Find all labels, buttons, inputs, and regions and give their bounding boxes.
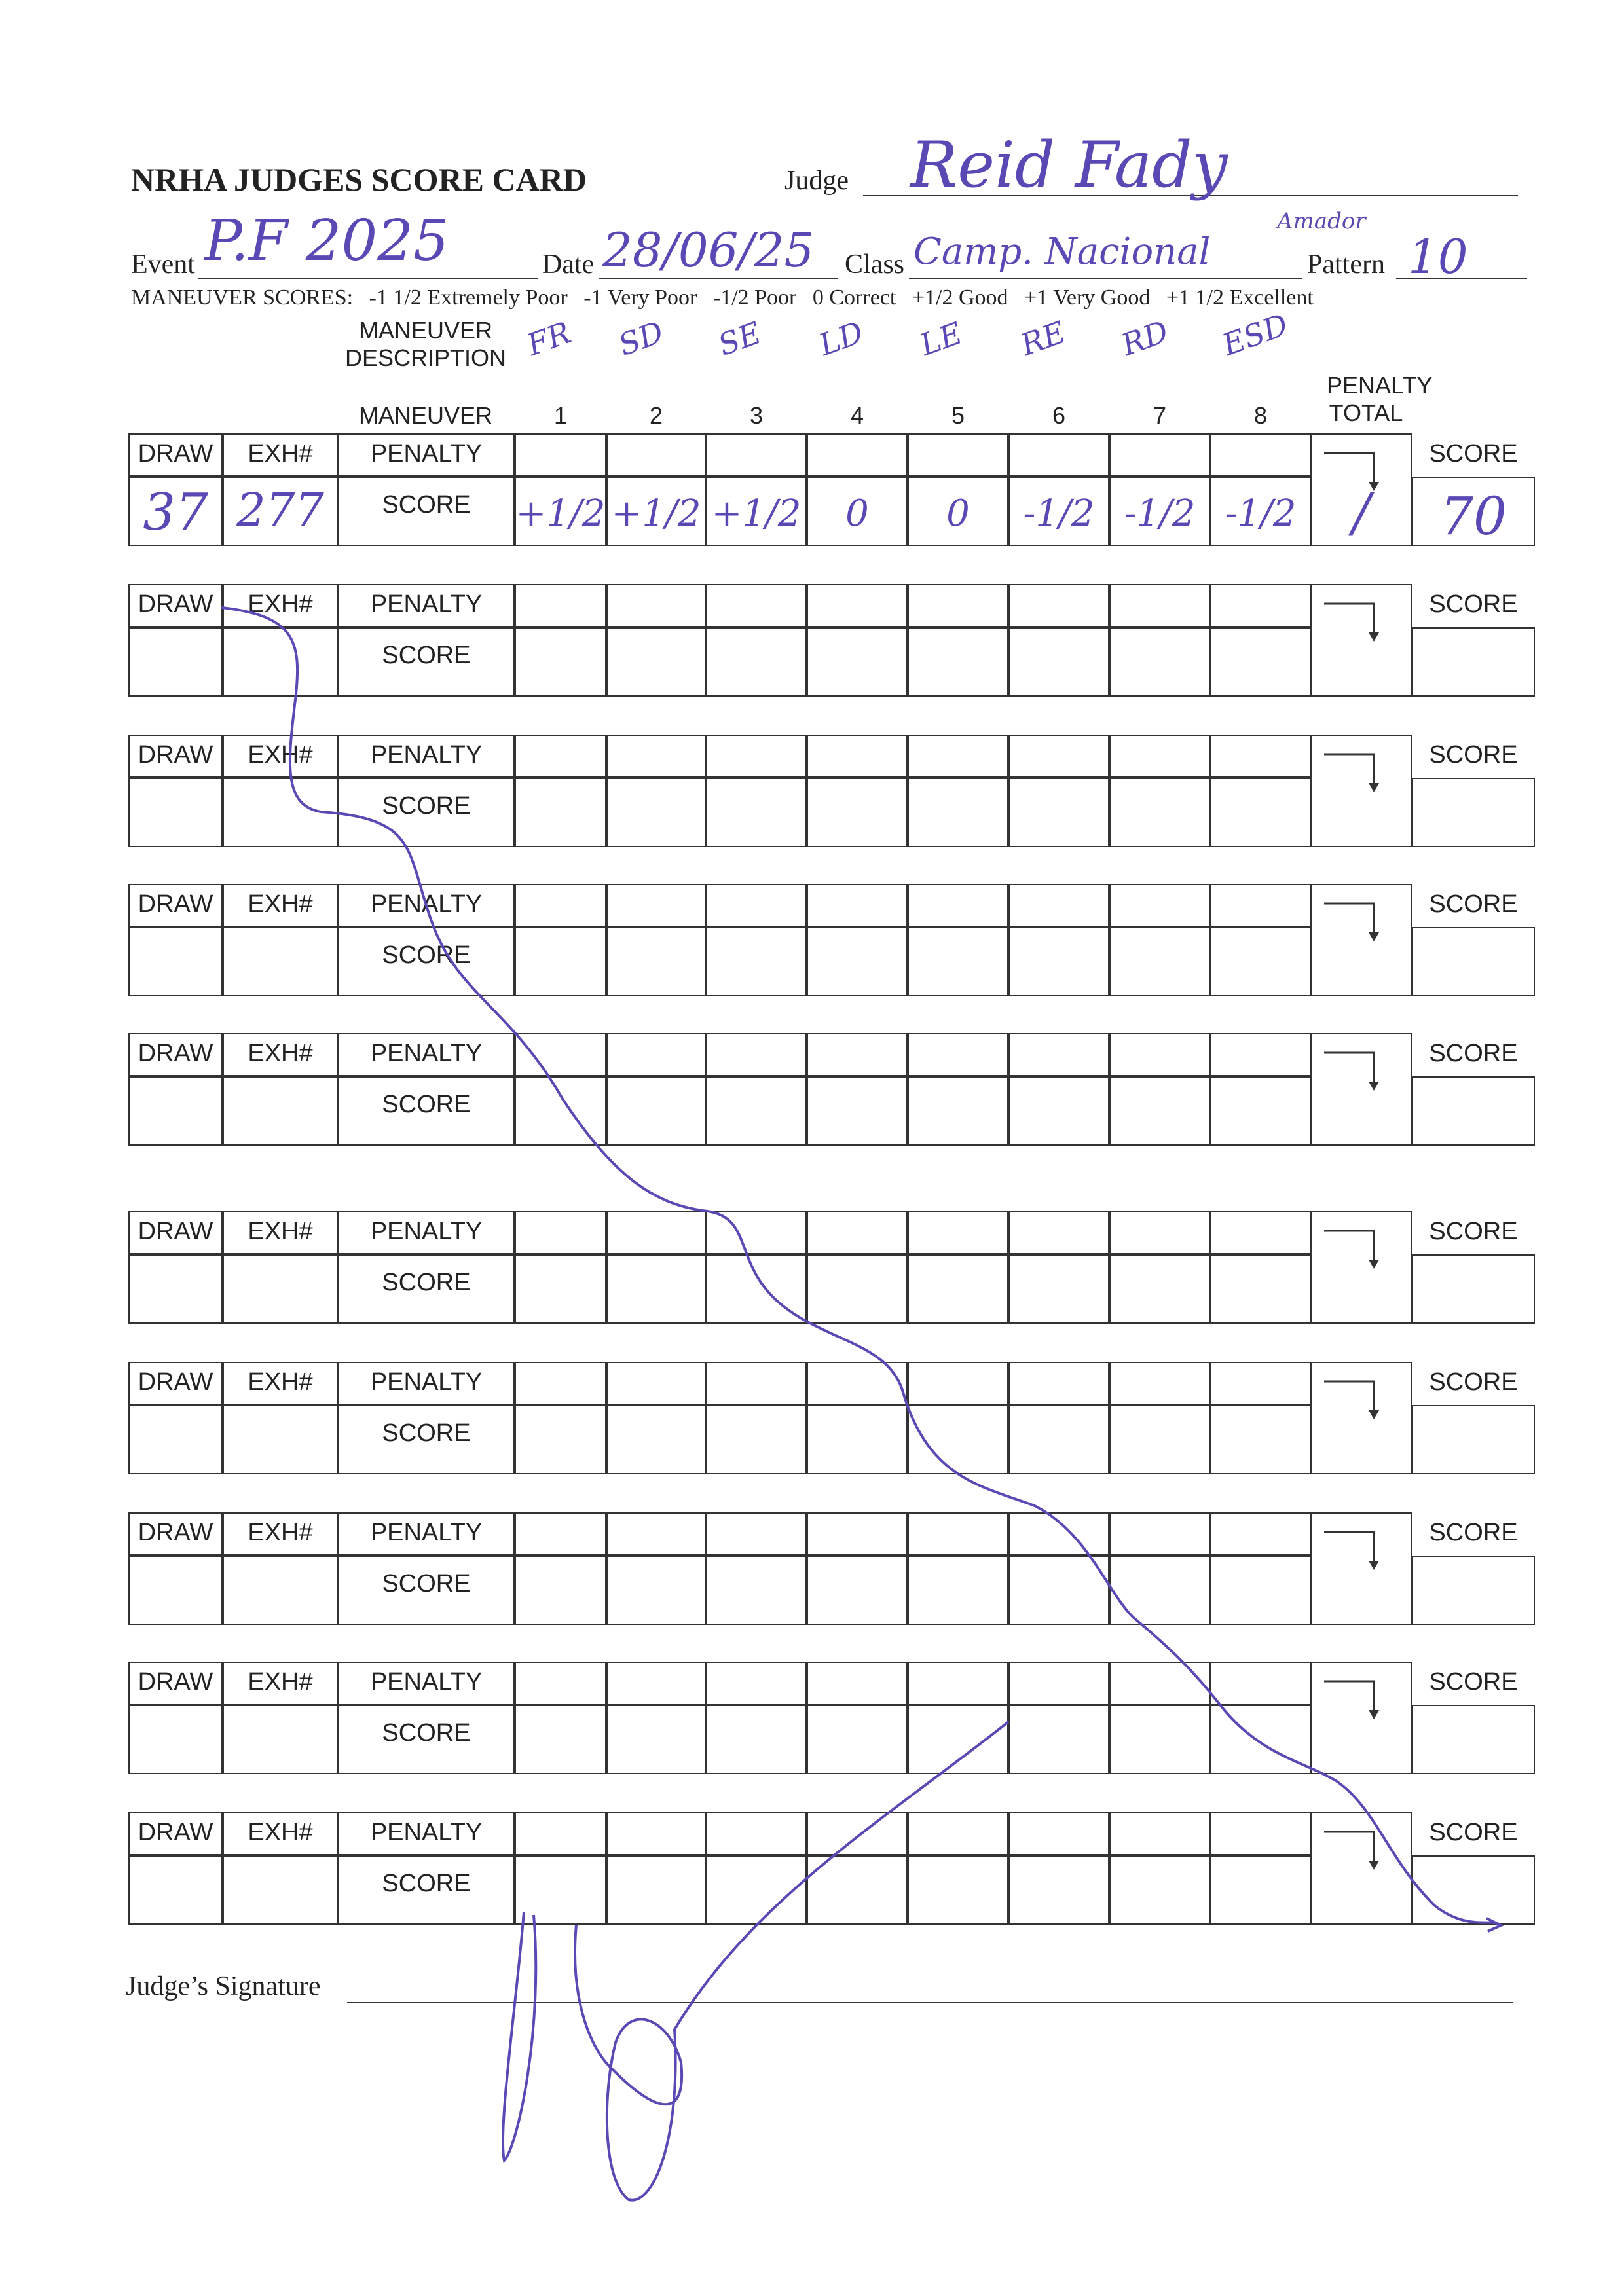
exh-label: EXH# [248, 741, 313, 769]
exh-label: EXH# [248, 591, 313, 618]
score-label: SCORE [382, 1419, 471, 1447]
draw-label: DRAW [138, 1218, 213, 1245]
draw-label: DRAW [138, 1368, 213, 1396]
event-label: Event [131, 249, 195, 280]
maneuver-number-5: 5 [951, 402, 965, 429]
score-label: SCORE [382, 792, 471, 820]
scale-item: -1 Very Poor [583, 285, 697, 310]
penalty-label: PENALTY [370, 1819, 483, 1846]
draw-label: DRAW [138, 1819, 213, 1846]
score-label: SCORE [382, 1570, 471, 1597]
scale-item: -1/2 Poor [712, 285, 797, 310]
score-label: SCORE [382, 491, 471, 519]
final-score-label: SCORE [1429, 890, 1518, 918]
draw-label: DRAW [138, 1040, 213, 1067]
scale-item: +1/2 Good [912, 285, 1008, 310]
pattern-label: Pattern [1307, 249, 1385, 280]
penalty-total-header: PENALTY TOTAL [1327, 372, 1433, 426]
maneuver-score-value: 0 [946, 492, 970, 535]
maneuver-score-value: +1/2 [515, 492, 606, 535]
draw-value: 37 [143, 483, 208, 542]
scale-item: -1 1/2 Extremely Poor [369, 285, 568, 310]
maneuver-abbrev: RD [1116, 313, 1173, 363]
penalty-label: PENALTY [370, 1040, 483, 1067]
penalty-label: PENALTY [370, 890, 483, 918]
maneuver-score-value: -1/2 [1124, 492, 1196, 535]
score-label: SCORE [382, 1870, 471, 1897]
draw-label: DRAW [138, 1519, 213, 1546]
exh-label: EXH# [248, 890, 313, 918]
event-value[interactable]: P.F 2025 [204, 208, 449, 274]
penalty-total-value: / [1352, 482, 1371, 543]
final-score-label: SCORE [1429, 1819, 1518, 1846]
maneuver-score-value: 0 [845, 492, 869, 535]
penalty-label: PENALTY [370, 1668, 483, 1696]
maneuver-number-4: 4 [850, 402, 864, 429]
maneuver-number-3: 3 [749, 402, 764, 429]
final-score-label: SCORE [1429, 1040, 1518, 1067]
score-label: SCORE [382, 642, 471, 669]
final-score-label: SCORE [1429, 440, 1518, 467]
final-score-label: SCORE [1429, 1218, 1518, 1245]
scale-item: +1 Very Good [1024, 285, 1151, 310]
exh-value: 277 [236, 483, 324, 537]
maneuver-number-7: 7 [1153, 402, 1167, 429]
draw-label: DRAW [138, 591, 213, 618]
exh-label: EXH# [248, 1819, 313, 1846]
maneuver-number-8: 8 [1253, 402, 1268, 429]
maneuver-score-value: -1/2 [1225, 492, 1297, 535]
scale-label: MANEUVER SCORES: [131, 285, 354, 310]
maneuver-abbrev: SE [713, 314, 766, 363]
maneuver-abbrev: ESD [1217, 306, 1293, 363]
exh-label: EXH# [248, 440, 313, 467]
final-score-label: SCORE [1429, 591, 1518, 618]
score-label: SCORE [382, 1269, 471, 1296]
maneuver-score-value: +1/2 [611, 492, 701, 535]
draw-label: DRAW [138, 890, 213, 918]
final-score-label: SCORE [1429, 1668, 1518, 1696]
maneuver-header: MANEUVER [358, 402, 493, 429]
maneuver-abbrev: LE [915, 315, 967, 363]
date-value[interactable]: 28/06/25 [602, 223, 815, 278]
card-title: NRHA JUDGES SCORE CARD [131, 161, 587, 198]
date-label: Date [542, 249, 595, 280]
score-label: SCORE [382, 1719, 471, 1747]
class-note: Amador [1277, 208, 1366, 234]
maneuver-abbrev: LD [814, 314, 868, 363]
maneuver-number-2: 2 [649, 402, 663, 429]
penalty-label: PENALTY [370, 440, 483, 467]
score-label: SCORE [382, 1091, 471, 1118]
maneuver-description-header: MANEUVER DESCRIPTION [344, 317, 507, 371]
judge-value[interactable]: Reid Fady [910, 128, 1228, 202]
final-score-label: SCORE [1429, 1368, 1518, 1396]
pattern-value[interactable]: 10 [1408, 229, 1468, 284]
scale-item: 0 Correct [812, 285, 896, 310]
score-label: SCORE [382, 941, 471, 969]
final-score-label: SCORE [1429, 741, 1518, 769]
signature-label: Judge’s Signature [126, 1971, 321, 2001]
class-value[interactable]: Camp. Nacional [913, 230, 1211, 273]
maneuver-abbrev: FR [522, 314, 576, 363]
draw-label: DRAW [138, 1668, 213, 1696]
exh-label: EXH# [248, 1668, 313, 1696]
maneuver-score-value: -1/2 [1023, 492, 1095, 535]
exh-label: EXH# [248, 1218, 313, 1245]
strike-arrowhead [1486, 1918, 1501, 1931]
draw-label: DRAW [138, 741, 213, 769]
class-label: Class [845, 249, 905, 280]
exh-label: EXH# [248, 1519, 313, 1546]
draw-label: DRAW [138, 440, 213, 467]
maneuver-score-value: +1/2 [711, 492, 802, 535]
judge-label: Judge [784, 166, 849, 196]
signature-mark [503, 1722, 1008, 2200]
penalty-label: PENALTY [370, 1368, 483, 1396]
penalty-label: PENALTY [370, 1218, 483, 1245]
maneuver-abbrev: RE [1016, 314, 1071, 363]
penalty-label: PENALTY [370, 591, 483, 618]
strike-through-line [221, 608, 1500, 1925]
maneuver-abbrev: SD [614, 314, 669, 363]
exh-label: EXH# [248, 1040, 313, 1067]
exh-label: EXH# [248, 1368, 313, 1396]
penalty-label: PENALTY [370, 1519, 483, 1546]
maneuver-number-1: 1 [553, 402, 568, 429]
scale-item: +1 1/2 Excellent [1166, 285, 1314, 310]
final-score-value: 70 [1440, 486, 1507, 547]
maneuver-number-6: 6 [1052, 402, 1066, 429]
final-score-label: SCORE [1429, 1519, 1518, 1546]
penalty-label: PENALTY [370, 741, 483, 769]
